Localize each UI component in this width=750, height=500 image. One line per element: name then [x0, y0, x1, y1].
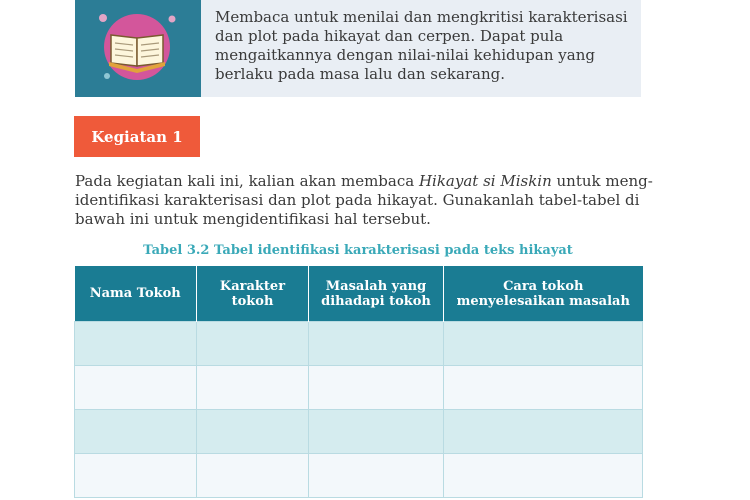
- learning-goal-text: [215, 8, 635, 84]
- table-cell[interactable]: [309, 322, 444, 366]
- header-text: dihadapi tokoh: [321, 293, 431, 309]
- table-cell[interactable]: [75, 410, 197, 454]
- open-book-icon: [75, 0, 201, 97]
- table-cell[interactable]: [75, 322, 197, 366]
- table-cell[interactable]: [75, 366, 197, 410]
- paragraph-line: [75, 172, 655, 191]
- identification-table: [74, 266, 643, 498]
- paragraph-line: bawah ini untuk mengidentifikasi hal tersebut.: [75, 210, 431, 228]
- goal-line: Membaca untuk menilai dan mengkritisi karakterisasi: [215, 8, 628, 26]
- table-header-row: [75, 266, 643, 322]
- header-text: menyelesaikan masalah: [456, 293, 630, 309]
- table-row: [75, 454, 643, 498]
- goal-icon-panel: [75, 0, 201, 97]
- table-cell[interactable]: [444, 454, 643, 498]
- table-cell[interactable]: [75, 454, 197, 498]
- header-text: Masalah yang: [325, 278, 427, 294]
- table-cell[interactable]: [197, 366, 309, 410]
- header-cara-tokoh: [444, 266, 643, 322]
- table-cell[interactable]: [444, 322, 643, 366]
- table-row: [75, 410, 643, 454]
- table-cell[interactable]: [197, 410, 309, 454]
- header-masalah: [309, 266, 444, 322]
- table-cell[interactable]: [197, 322, 309, 366]
- paragraph-text: Pada kegiatan kali ini, kalian akan membaca: [75, 172, 419, 190]
- header-text: Cara tokoh: [503, 278, 584, 294]
- paragraph-line: identifikasi karakterisasi dan plot pada hikayat. Gunakanlah tabel-tabel di: [75, 191, 640, 209]
- header-karakter-tokoh: [197, 266, 309, 322]
- story-title: Hikayat si Miskin: [418, 172, 552, 190]
- table-cell[interactable]: [197, 454, 309, 498]
- table-cell[interactable]: [309, 410, 444, 454]
- instruction-paragraph: [75, 172, 655, 229]
- table-cell[interactable]: [444, 410, 643, 454]
- paragraph-text: untuk meng-: [551, 172, 653, 190]
- goal-line: berlaku pada masa lalu dan sekarang.: [215, 65, 506, 83]
- header-text: Karakter: [219, 278, 286, 294]
- table-cell[interactable]: [309, 366, 444, 410]
- header-text: Nama Tokoh: [89, 286, 181, 301]
- learning-goal-box: [75, 0, 641, 97]
- table-caption: Tabel 3.2 Tabel identifikasi karakterisasi pada teks hikayat: [143, 243, 573, 258]
- table-cell[interactable]: [309, 454, 444, 498]
- header-text: tokoh: [231, 293, 274, 309]
- goal-line: mengaitkannya dengan nilai-nilai kehidupan yang: [215, 46, 595, 64]
- table-row: [75, 322, 643, 366]
- table-row: [75, 366, 643, 410]
- table-cell[interactable]: [444, 366, 643, 410]
- header-nama-tokoh: [75, 266, 197, 322]
- activity-label: Kegiatan 1: [74, 116, 200, 157]
- goal-line: dan plot pada hikayat dan cerpen. Dapat pula: [215, 27, 564, 45]
